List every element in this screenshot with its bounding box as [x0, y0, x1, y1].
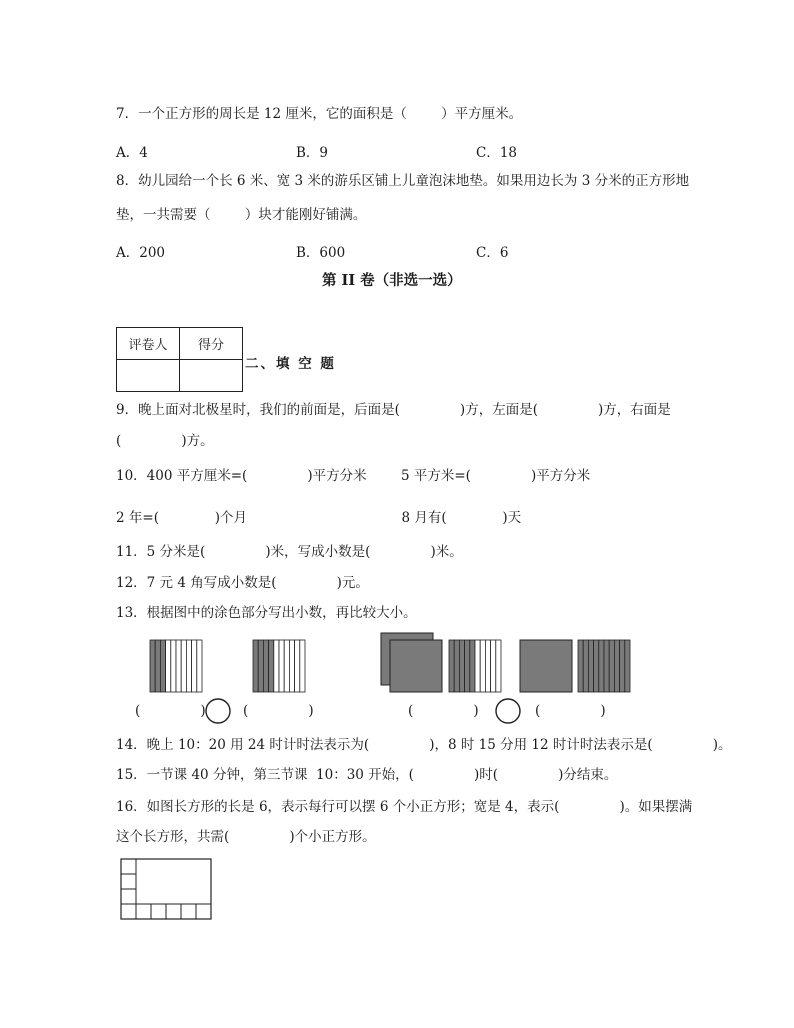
q13-figure-1-striped-square [150, 640, 202, 692]
q9-line2: ( )方。 [116, 433, 214, 449]
stripe [176, 640, 181, 692]
score-table-grader-cell[interactable] [117, 360, 180, 392]
stripe [197, 640, 202, 692]
q13-figure-2-striped-square [253, 640, 305, 692]
q16-bottom-square [166, 904, 181, 919]
q16-bottom-square [151, 904, 166, 919]
stripe [465, 640, 470, 692]
stripe [449, 640, 454, 692]
q12-text: 12．7 元 4 角写成小数是( )元。 [116, 575, 369, 591]
q16-left-square [121, 889, 136, 904]
stripe [594, 640, 599, 692]
q16-outer-rect [121, 859, 211, 919]
stripe [269, 640, 274, 692]
stripe [289, 640, 294, 692]
q7-text: 7．一个正方形的周长是 12 厘米，它的面积是（ ）平方厘米。 [116, 106, 523, 122]
q13-blank-3[interactable]: ( ) [408, 703, 479, 719]
q8-option-b[interactable]: B．600 [296, 245, 346, 261]
score-table-header-grader: 评卷人 [117, 328, 180, 360]
stripe [274, 640, 279, 692]
stripe [614, 640, 619, 692]
section-title: 二、填 空 题 [245, 356, 336, 372]
q7-option-b[interactable]: B．9 [296, 145, 329, 161]
q16-bottom-square [196, 904, 211, 919]
stripe [295, 640, 300, 692]
stripe [300, 640, 305, 692]
stripe [258, 640, 263, 692]
q7-option-a[interactable]: A．4 [116, 145, 148, 161]
part-title: 第 II 卷（非选一选） [322, 272, 462, 289]
stripe [253, 640, 258, 692]
q16-bottom-square [136, 904, 151, 919]
stripe [155, 640, 160, 692]
stripe [279, 640, 284, 692]
q8-line2: 垫，一共需要（ ）块才能刚好铺满。 [116, 207, 367, 223]
stripe [583, 640, 588, 692]
stripe [485, 640, 490, 692]
q16-line2: 这个长方形，共需( )个小正方形。 [116, 829, 376, 845]
q13-blank-1[interactable]: ( ) [135, 703, 206, 719]
q8-line1: 8．幼儿园给一个长 6 米、宽 3 米的游乐区铺上儿童泡沫地垫。如果用边长为 3 分米的正方形地 [116, 173, 690, 189]
stripe [160, 640, 165, 692]
q13-blank-4[interactable]: ( ) [535, 703, 606, 719]
q13-figure-5-full-square [520, 640, 572, 692]
q13-compare-circle-2 [496, 699, 520, 723]
q16-line1: 16．如图长方形的长是 6，表示每行可以摆 6 个小正方形；宽是 4，表示( )。如果摆满 [116, 799, 693, 815]
stripe [604, 640, 609, 692]
stripe [181, 640, 186, 692]
stripe [263, 640, 268, 692]
stripe [625, 640, 630, 692]
q13-figure-3-full-squares [381, 633, 442, 692]
q8-option-c[interactable]: C．6 [476, 245, 509, 261]
stripe [171, 640, 176, 692]
stripe [599, 640, 604, 692]
q13-figure-4-striped-square [449, 640, 501, 692]
stripe [454, 640, 459, 692]
stripe [470, 640, 475, 692]
q9-line1: 9．晚上面对北极星时，我们的前面是，后面是( )方，左面是( )方，右面是 [116, 402, 671, 418]
stripe [166, 640, 171, 692]
score-table-header-score: 得分 [180, 328, 243, 360]
stripe [609, 640, 614, 692]
stripe [192, 640, 197, 692]
stripe [496, 640, 501, 692]
q13-figure-6-striped-square [578, 640, 630, 692]
q10-line2: 2 年=( )个月 8 月有( )天 [116, 510, 522, 526]
stripe [480, 640, 485, 692]
q13-compare-circle-1 [206, 699, 230, 723]
q10-line1: 10．400 平方厘米=( )平方分米 5 平方米=( )平方分米 [116, 468, 591, 484]
q13-blank-2[interactable]: ( ) [243, 703, 314, 719]
stripe [284, 640, 289, 692]
stripe [459, 640, 464, 692]
q16-bottom-square [181, 904, 196, 919]
stripe [475, 640, 480, 692]
q13-text: 13．根据图中的涂色部分写出小数，再比较大小。 [116, 605, 417, 621]
q16-rectangle-figure [121, 859, 211, 919]
q14-text: 14．晚上 10：20 用 24 时计时法表示为( )，8 时 15 分用 12 时计时法表示是( )。 [116, 737, 732, 753]
q16-bottom-square [121, 904, 136, 919]
stripe [491, 640, 496, 692]
score-table-score-cell[interactable] [180, 360, 243, 392]
q11-text: 11．5 分米是( )米，写成小数是( )米。 [116, 544, 463, 560]
score-table [116, 327, 243, 392]
stripe [578, 640, 583, 692]
stripe [150, 640, 155, 692]
q7-option-c[interactable]: C．18 [476, 145, 518, 161]
stripe [588, 640, 593, 692]
q15-text: 15．一节课 40 分钟，第三节课 10：30 开始，( )时( )分结束。 [116, 767, 618, 783]
q16-left-square [121, 874, 136, 889]
stripe [186, 640, 191, 692]
q16-left-square [121, 859, 136, 874]
stripe [620, 640, 625, 692]
q8-option-a[interactable]: A．200 [116, 245, 166, 261]
